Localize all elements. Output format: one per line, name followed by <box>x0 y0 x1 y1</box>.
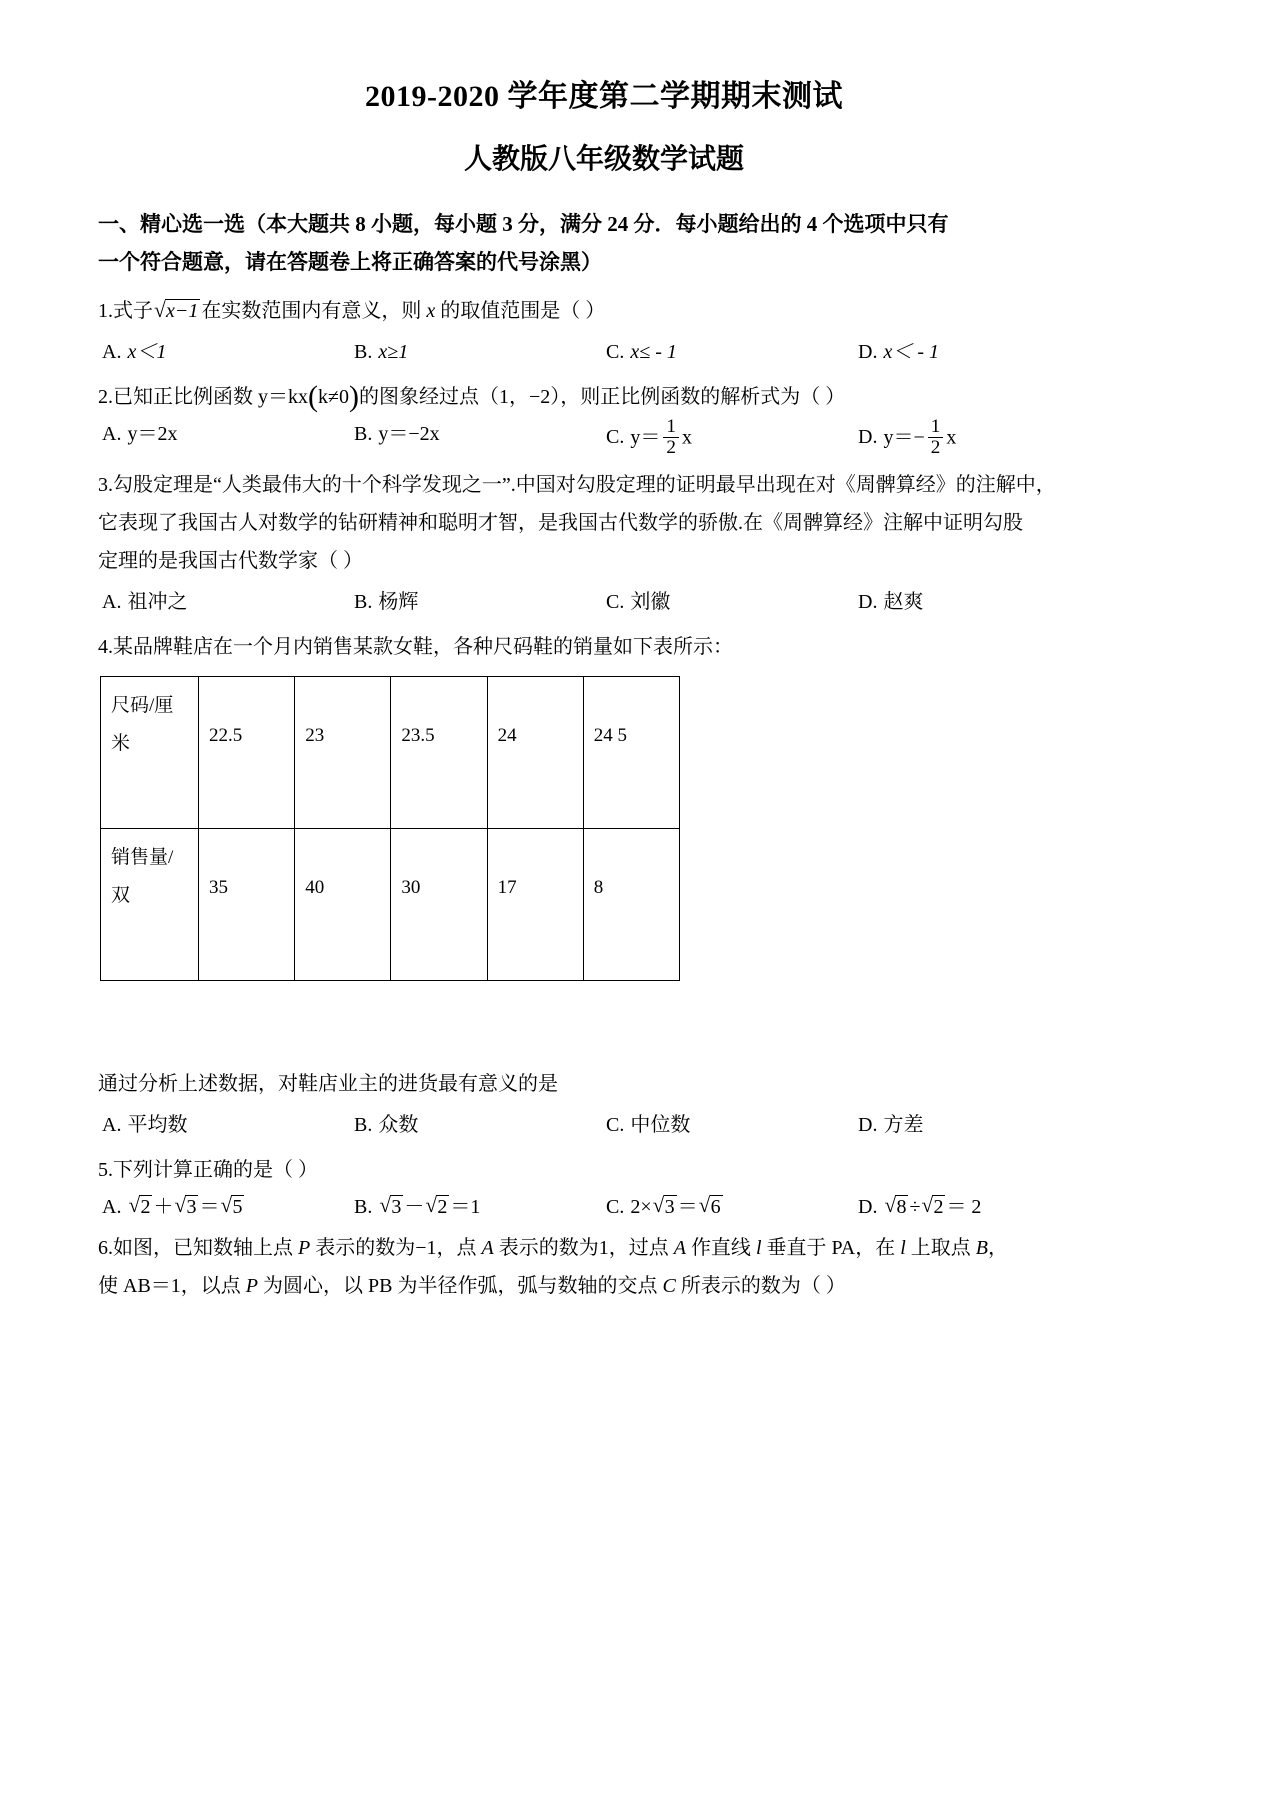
question-5-option-b[interactable] <box>354 1191 606 1223</box>
radicand: 3 <box>664 1195 675 1218</box>
question-3-line3: 定理的是我国古代数学家（ ） <box>98 549 363 572</box>
question-1-option-d[interactable] <box>858 332 1110 372</box>
question-5-options <box>98 1191 1110 1223</box>
table-cell-size: 23 <box>295 676 391 828</box>
radical-icon <box>921 1191 945 1223</box>
page-title: 2019-2020 学年度第二学期期末测试 <box>365 80 843 113</box>
option-label: C. <box>606 341 625 364</box>
question-1-option-a[interactable] <box>102 332 354 372</box>
section-heading-line1: 一、精心选一选（本大题共 8 小题，每小题 3 分，满分 24 分．每小题给出的 4 个选项中只有 <box>98 211 949 236</box>
question-4-stem: 4.某品牌鞋店在一个月内销售某款女鞋，各种尺码鞋的销量如下表所示： <box>98 635 733 658</box>
option-label: C. <box>606 426 625 449</box>
option-expression <box>127 1196 245 1218</box>
radical-icon <box>174 1191 198 1223</box>
radicand: 8 <box>896 1195 907 1218</box>
question-4-option-b[interactable] <box>354 1105 606 1145</box>
option-label: D. <box>858 341 878 364</box>
right-paren: ) <box>348 380 359 414</box>
left-paren: ( <box>308 380 318 414</box>
question-4-followup: 通过分析上述数据，对鞋店业主的进货最有意义的是 <box>98 1072 558 1095</box>
question-6-line2: 使 AB＝1，以点 P 为圆心，以 PB 为半径作弧，弧与数轴的交点 C 所表示的数为（ ） <box>98 1274 846 1297</box>
radical-icon <box>653 1191 677 1223</box>
option-expression <box>630 1196 723 1218</box>
option-label: B. <box>354 423 373 446</box>
expression-text: ＝ 2 <box>946 1195 982 1218</box>
radical-icon <box>379 1191 403 1223</box>
option-text: x≥1 <box>378 341 409 364</box>
radicand: 2 <box>933 1195 944 1218</box>
option-label: D. <box>858 590 878 613</box>
option-label: D. <box>858 426 878 449</box>
question-1-option-c[interactable] <box>606 332 858 372</box>
radicand: 6 <box>710 1195 721 1218</box>
question-5-option-a[interactable] <box>102 1191 354 1223</box>
option-text: x≤ - 1 <box>630 341 677 364</box>
table-cell-volume: 8 <box>583 828 679 980</box>
table-row-label-volume: 销售量/双 <box>101 828 199 980</box>
option-text: 平均数 <box>127 1113 188 1136</box>
question-1-prefix: 1.式子 <box>98 300 153 323</box>
expression-text: ＋ <box>153 1195 174 1218</box>
table-row <box>101 676 680 828</box>
question-3-options <box>98 582 1110 622</box>
question-3-option-a[interactable] <box>102 582 354 622</box>
question-2-condition: k≠0 <box>318 386 349 409</box>
expression-text: ＝1 <box>450 1195 481 1218</box>
question-3-option-b[interactable] <box>354 582 606 622</box>
question-1-stem <box>98 292 1110 330</box>
question-4-option-c[interactable] <box>606 1105 858 1145</box>
radical-icon <box>699 1191 723 1223</box>
question-1-radicand: x−1 <box>166 300 199 323</box>
expression-text: ÷ <box>909 1195 921 1218</box>
question-1-options <box>98 332 1110 372</box>
table-cell-size: 23.5 <box>391 676 487 828</box>
question-1-option-b[interactable] <box>354 332 606 372</box>
question-2-option-a[interactable] <box>102 418 354 459</box>
option-label: A. <box>102 341 122 364</box>
option-tail: x <box>681 426 692 449</box>
question-3-line2: 它表现了我国古人对数学的钻研精神和聪明才智，是我国古代数学的骄傲.在《周髀算经》注解中证明勾股 <box>98 511 1023 534</box>
question-4-option-a[interactable] <box>102 1105 354 1145</box>
fraction-numerator: 1 <box>930 416 941 438</box>
table-cell-size: 24 <box>487 676 583 828</box>
option-text: y＝−2x <box>378 423 440 446</box>
question-3-option-d[interactable] <box>858 582 1110 622</box>
question-6-line1: 6.如图，已知数轴上点 P 表示的数为−1，点 A 表示的数为1，过点 A 作直线 l 垂直于 PA，在 l 上取点 B， <box>98 1236 1009 1259</box>
option-text: 刘徽 <box>630 590 671 613</box>
radical-icon <box>425 1191 449 1223</box>
question-5-stem: 5.下列计算正确的是（ ） <box>98 1158 318 1181</box>
expression-text: － <box>404 1195 425 1218</box>
option-label: C. <box>606 590 625 613</box>
fraction-denominator: 2 <box>663 437 679 458</box>
option-label: B. <box>354 1195 373 1218</box>
sales-table <box>100 676 680 981</box>
question-5-option-d[interactable] <box>858 1191 1110 1223</box>
spacer <box>98 987 1110 1065</box>
table-cell-volume: 30 <box>391 828 487 980</box>
question-2-stem <box>98 378 1110 416</box>
option-text: 祖冲之 <box>127 590 188 613</box>
fraction <box>928 417 944 458</box>
table-cell-volume: 40 <box>295 828 391 980</box>
option-label: B. <box>354 590 373 613</box>
expression-text: ＝ <box>677 1195 698 1218</box>
question-3-line1: 3.勾股定理是“人类最伟大的十个科学发现之一”.中国对勾股定理的证明最早出现在对《周髀算经》的注解中， <box>98 473 1056 496</box>
option-label: C. <box>606 1195 625 1218</box>
fraction <box>663 417 679 458</box>
expression-text: ＝ <box>199 1195 220 1218</box>
fraction-numerator: 1 <box>666 416 676 438</box>
option-label: A. <box>102 1113 122 1136</box>
option-text: y＝ <box>883 426 914 449</box>
question-4-option-d[interactable] <box>858 1105 1110 1145</box>
option-text: x＜1 <box>127 341 167 364</box>
option-text: x＜ - 1 <box>883 341 939 364</box>
page-subtitle: 人教版八年级数学试题 <box>463 143 744 175</box>
question-6-stem <box>98 1229 1110 1305</box>
radical-icon <box>128 1191 152 1223</box>
option-label: B. <box>354 341 373 364</box>
radicand: 2 <box>140 1195 151 1218</box>
question-4-options <box>98 1105 1110 1145</box>
option-label: C. <box>606 1113 625 1136</box>
table-cell-size: 22.5 <box>199 676 295 828</box>
option-expression <box>378 1196 480 1218</box>
option-sign: − <box>913 426 925 449</box>
option-expression <box>883 1196 981 1218</box>
question-2-text-a: 2.已知正比例函数 y＝kx <box>98 386 308 409</box>
radical-icon <box>884 1191 908 1223</box>
section-heading-line2: 一个符合题意，请在答题卷上将正确答案的代号涂黑） <box>98 250 602 275</box>
option-text: 众数 <box>378 1113 419 1136</box>
radicand: 3 <box>391 1195 402 1218</box>
question-1-suffix: 在实数范围内有意义，则 x 的取值范围是（ ） <box>201 300 606 323</box>
question-3-stem <box>98 466 1110 580</box>
table-cell-volume: 17 <box>487 828 583 980</box>
option-label: A. <box>102 590 122 613</box>
option-text: 赵爽 <box>883 590 924 613</box>
radical-icon <box>154 292 200 330</box>
question-3-option-c[interactable] <box>606 582 858 622</box>
question-2-option-c[interactable] <box>606 418 858 459</box>
fraction-denominator: 2 <box>928 437 944 458</box>
section-heading <box>98 205 1110 283</box>
option-text: y＝ <box>630 426 661 449</box>
option-label: B. <box>354 1113 373 1136</box>
option-text: 杨辉 <box>378 590 419 613</box>
option-text: y＝2x <box>127 423 178 446</box>
option-text: 中位数 <box>630 1113 691 1136</box>
option-text: 方差 <box>883 1113 924 1136</box>
table-cell-volume: 35 <box>199 828 295 980</box>
question-2-text-b: 的图象经过点（1，−2），则正比例函数的解析式为（ ） <box>358 386 846 409</box>
radicand: 2 <box>437 1195 448 1218</box>
question-2-options <box>98 418 1110 459</box>
expression-text: 2× <box>630 1195 652 1218</box>
option-label: D. <box>858 1195 878 1218</box>
option-tail: x <box>946 426 957 449</box>
table-row <box>101 828 680 980</box>
option-label: A. <box>102 1195 122 1218</box>
question-2-option-b[interactable] <box>354 418 606 459</box>
radical-icon <box>220 1191 244 1223</box>
option-label: D. <box>858 1113 878 1136</box>
radicand: 3 <box>186 1195 197 1218</box>
table-row-label-size: 尺码/厘米 <box>101 676 199 828</box>
radicand: 5 <box>232 1195 243 1218</box>
question-5-option-c[interactable] <box>606 1191 858 1223</box>
table-cell-size: 24 5 <box>583 676 679 828</box>
question-2-option-d[interactable] <box>858 418 1110 459</box>
option-label: A. <box>102 423 122 446</box>
